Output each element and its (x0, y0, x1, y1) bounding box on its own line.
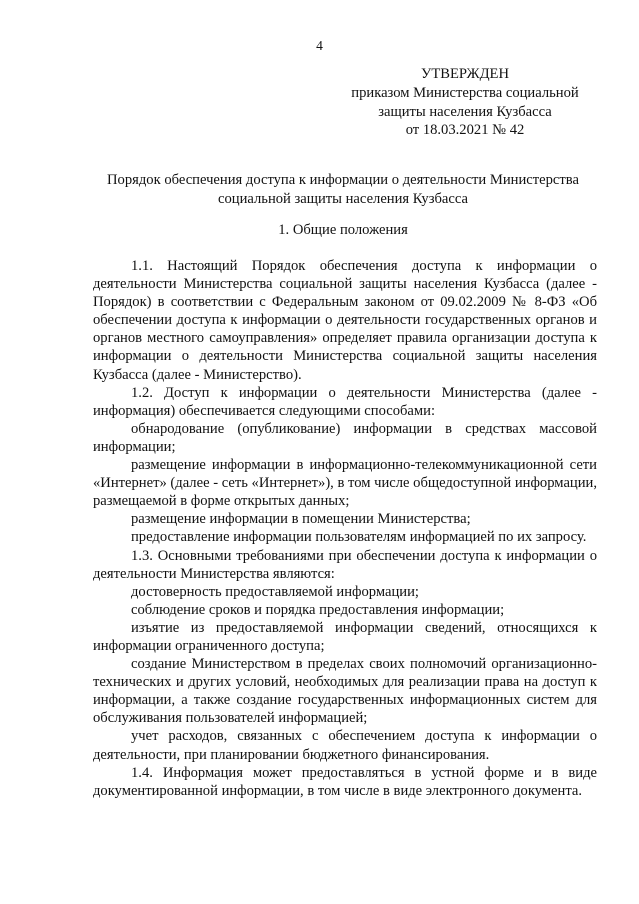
list-item: размещение информации в помещении Министерства; (131, 511, 471, 528)
paragraph-1-1: 1.1. Настоящий Порядок обеспечения доступа к информации о деятельности Министерства социальной защиты населения Кузбасса (далее - Порядок) в соответствии с Федеральным законом от 09.02.2009 № 8-ФЗ «Об обеспечении доступа к информации о деятельности государственных органов и органов местного самоуправления» определяет правила организации доступа к информации о деятельности Министерства социальной защиты населения Кузбасса (далее - Министерство). (93, 258, 597, 383)
approval-stamp (330, 65, 600, 140)
list-item: учет расходов, связанных с обеспечением доступа к информации о деятельности, при планировании бюджетного финансирования. (93, 728, 597, 763)
paragraph-1-4: 1.4. Информация может предоставляться в устной форме и в виде документированной информации, в том числе в виде электронного документа. (93, 764, 597, 799)
list-item: достоверность предоставляемой информации; (131, 583, 419, 600)
document-title-line: Порядок обеспечения доступа к информации о деятельности Министерства (107, 172, 579, 188)
list-item: создание Министерством в пределах своих полномочий организационно-технических и других условий, необходимых для реализации права на доступ к информации, а также создание государственных информационных систем для обслуживания пользователей информацией; (93, 656, 597, 727)
paragraph-1-2: 1.2. Доступ к информации о деятельности Министерства (далее - информация) обеспечивается следующими способами: (93, 384, 597, 419)
page-number: 4 (316, 38, 323, 53)
document-title-line: социальной защиты населения Кузбасса (218, 191, 468, 207)
list-item: обнародование (опубликование) информации в средствах массовой информации; (93, 420, 597, 455)
paragraph-1-3: 1.3. Основными требованиями при обеспечении доступа к информации о деятельности Министерства являются: (93, 547, 597, 582)
section-heading: 1. Общие положения (278, 222, 408, 238)
list-item: соблюдение сроков и порядка предоставления информации; (131, 601, 505, 618)
approval-ministry-line: защиты населения Кузбасса (378, 103, 552, 120)
list-item: размещение информации в информационно-телекоммуникационной сети «Интернет» (далее - сеть «Интернет»), в том числе общедоступной информации, размещаемой в форме открытых данных; (93, 457, 597, 510)
approval-title: УТВЕРЖДЕН (421, 66, 509, 82)
document-body (93, 257, 597, 800)
document-title (86, 171, 600, 209)
approval-order-line: приказом Министерства социальной (351, 84, 579, 101)
list-item: изъятие из предоставляемой информации сведений, относящихся к информации ограниченного доступа; (93, 619, 597, 654)
approval-date-line: от 18.03.2021 № 42 (405, 122, 525, 139)
list-item: предоставление информации пользователям информацией по их запросу. (131, 529, 587, 546)
